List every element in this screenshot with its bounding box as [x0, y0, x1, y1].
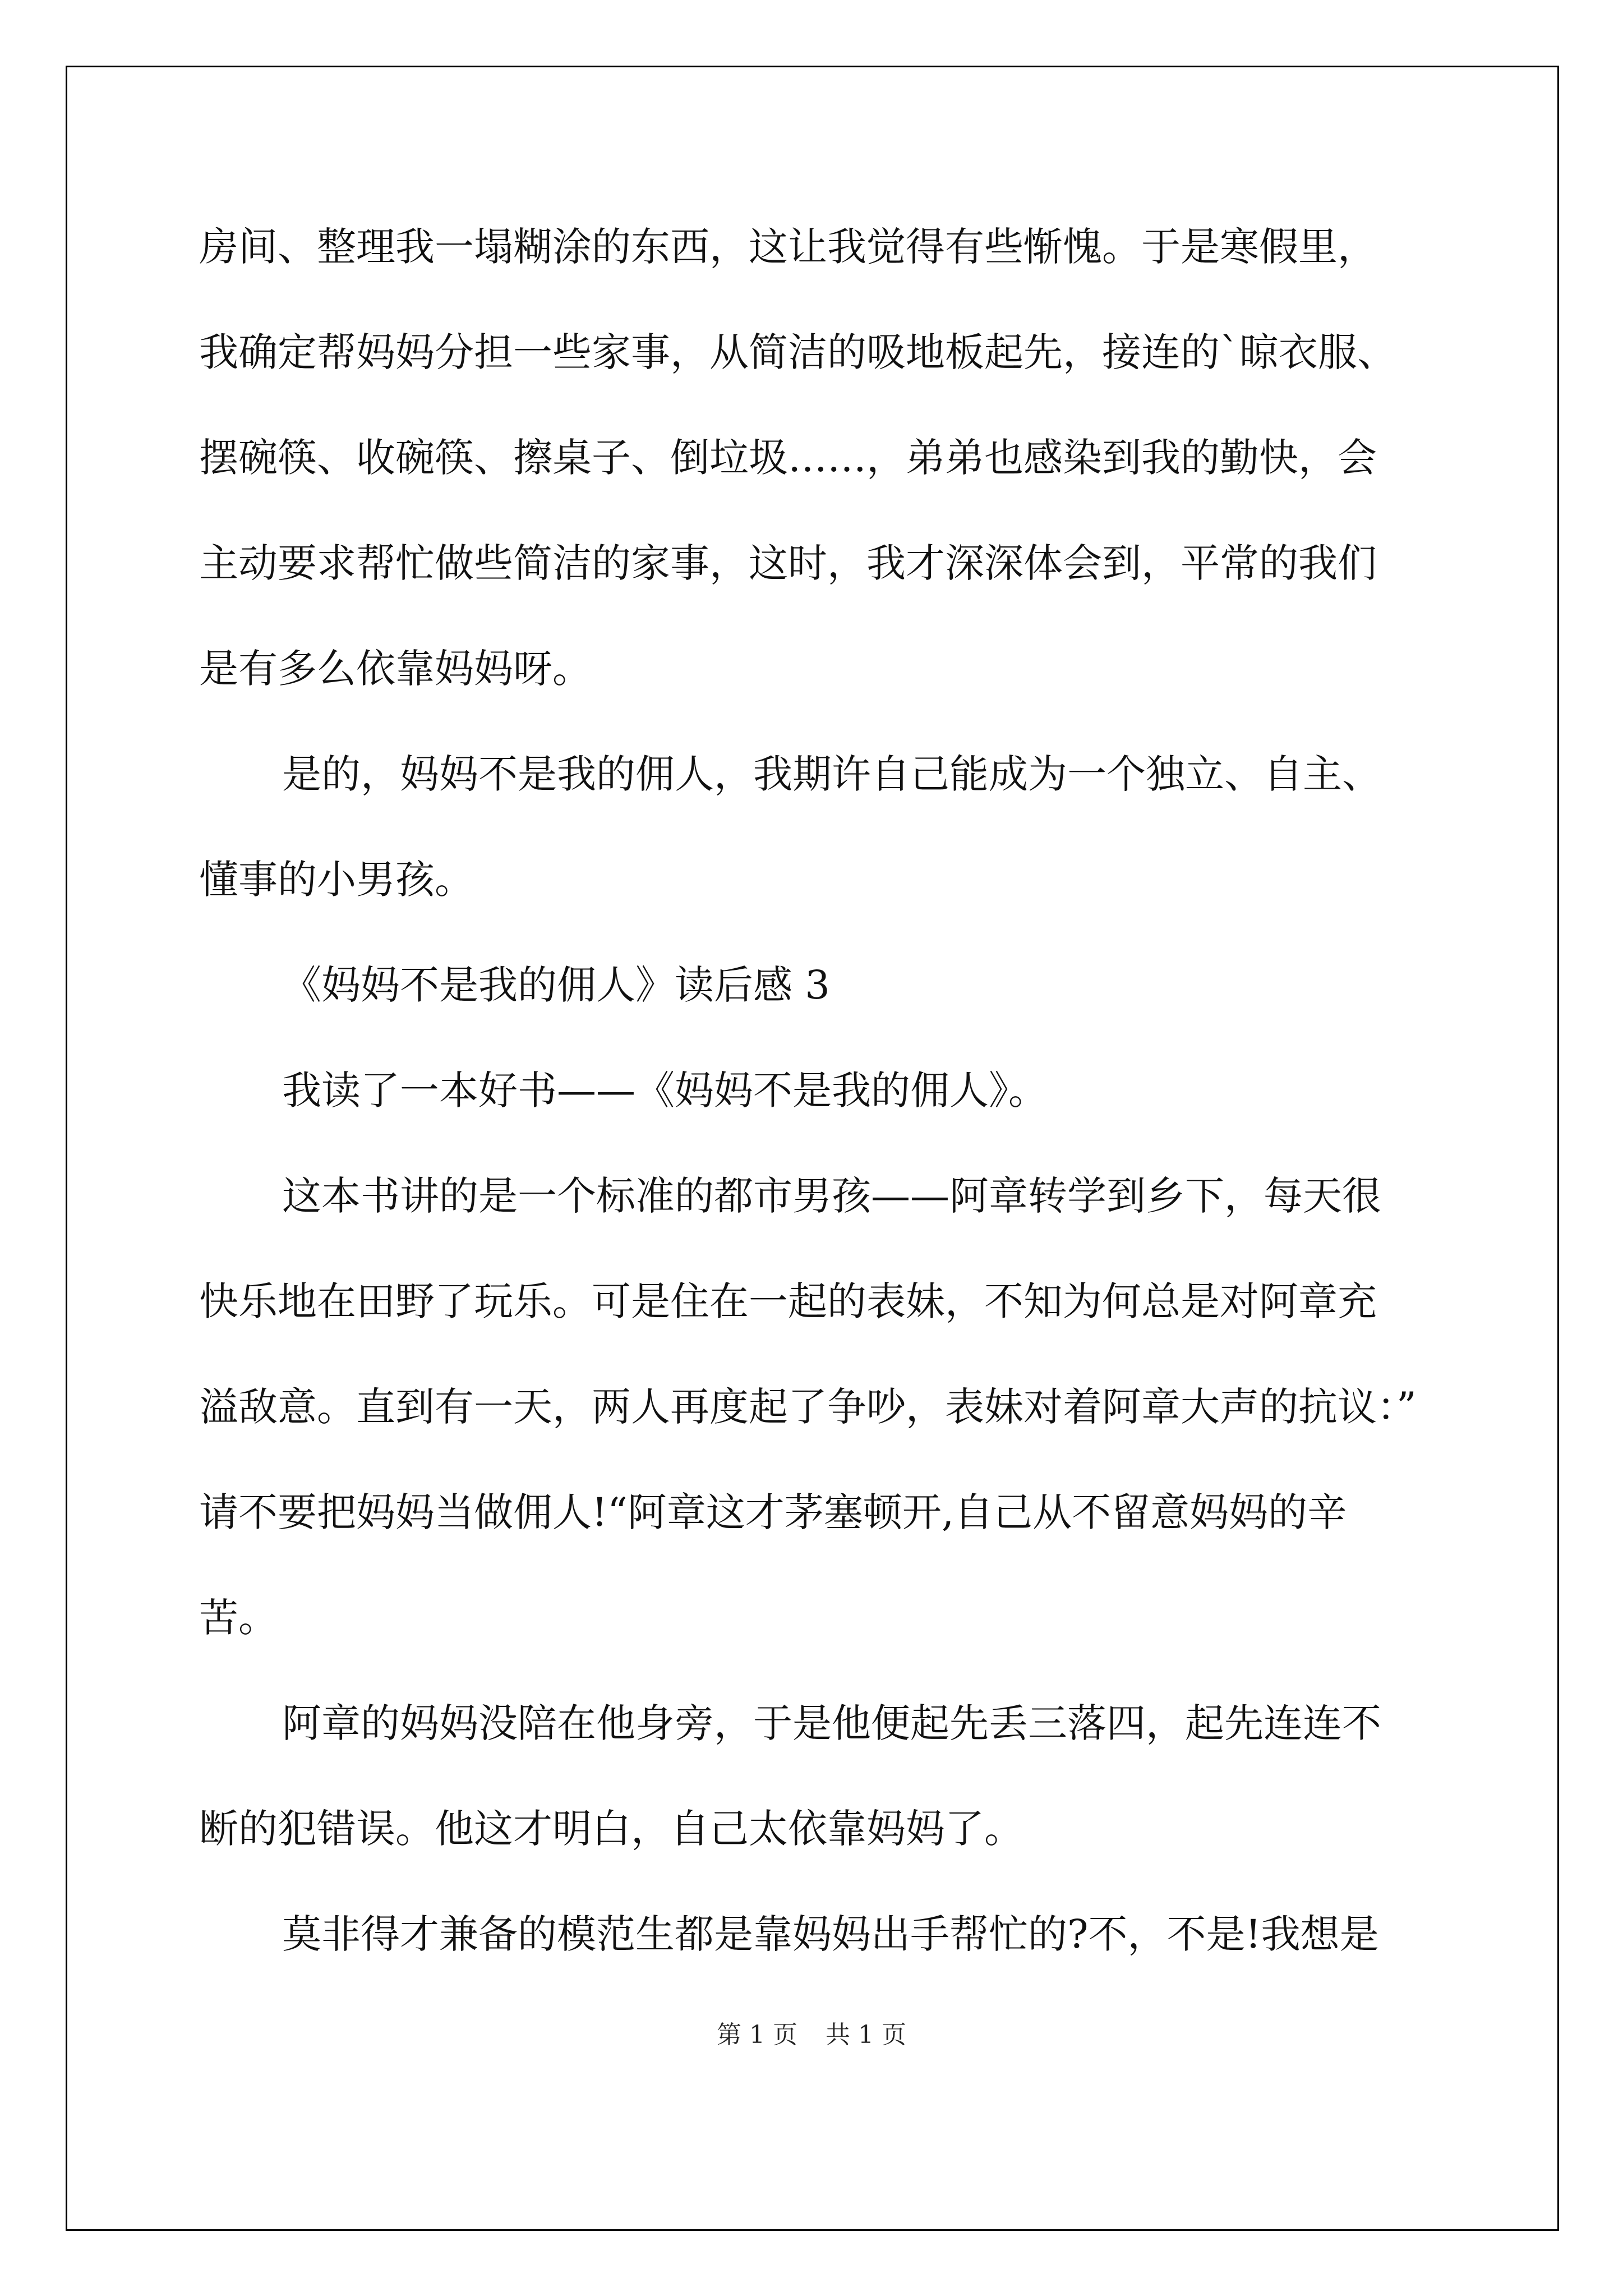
text-line: 主动要求帮忙做些简洁的家事，这时，我才深深体会到，平常的我们: [199, 540, 1377, 586]
text-line: 阿章的妈妈没陪在他身旁，于是他便起先丢三落四，起先连连不: [282, 1700, 1381, 1746]
text-line: 是的，妈妈不是我的佣人，我期许自己能成为一个独立、自主、: [282, 751, 1381, 797]
page-footer: [0, 2018, 1623, 2052]
text-line: 我确定帮妈妈分担一些家事，从简洁的吸地板起先，接连的`晾衣服、: [199, 329, 1396, 375]
document-body: [199, 202, 1455, 1995]
page-number: 第 1 页: [717, 2021, 797, 2049]
text-line: 摆碗筷、收碗筷、擦桌子、倒垃圾……，弟弟也感染到我的勤快，会: [199, 435, 1377, 481]
text-line: 我读了一本好书——《妈妈不是我的佣人》。: [282, 1068, 1048, 1114]
text-line: 苦。: [199, 1595, 278, 1641]
text-line: 溢敌意。直到有一天，两人再度起了争吵，表妹对着阿章大声的抗议：”: [199, 1384, 1417, 1430]
page-total: 共 1 页: [826, 2021, 906, 2049]
text-line: 请不要把妈妈当做佣人!“阿章这才茅塞顿开,自己从不留意妈妈的辛: [199, 1489, 1347, 1535]
text-line: 断的犯错误。他这才明白，自己太依靠妈妈了。: [199, 1806, 1023, 1852]
text-line: 懂事的小男孩。: [199, 857, 474, 903]
text-line: 莫非得才兼备的模范生都是靠妈妈出手帮忙的?不，不是!我想是: [282, 1911, 1379, 1957]
text-line: 是有多么依靠妈妈呀。: [199, 646, 592, 692]
text-line: 《妈妈不是我的佣人》读后感 3: [282, 962, 830, 1008]
text-line: 快乐地在田野了玩乐。可是住在一起的表妹，不知为何总是对阿章充: [199, 1278, 1377, 1324]
text-line: 房间、整理我一塌糊涂的东西，这让我觉得有些惭愧。于是寒假里，: [199, 224, 1377, 270]
text-line: 这本书讲的是一个标准的都市男孩——阿章转学到乡下，每天很: [282, 1173, 1381, 1219]
